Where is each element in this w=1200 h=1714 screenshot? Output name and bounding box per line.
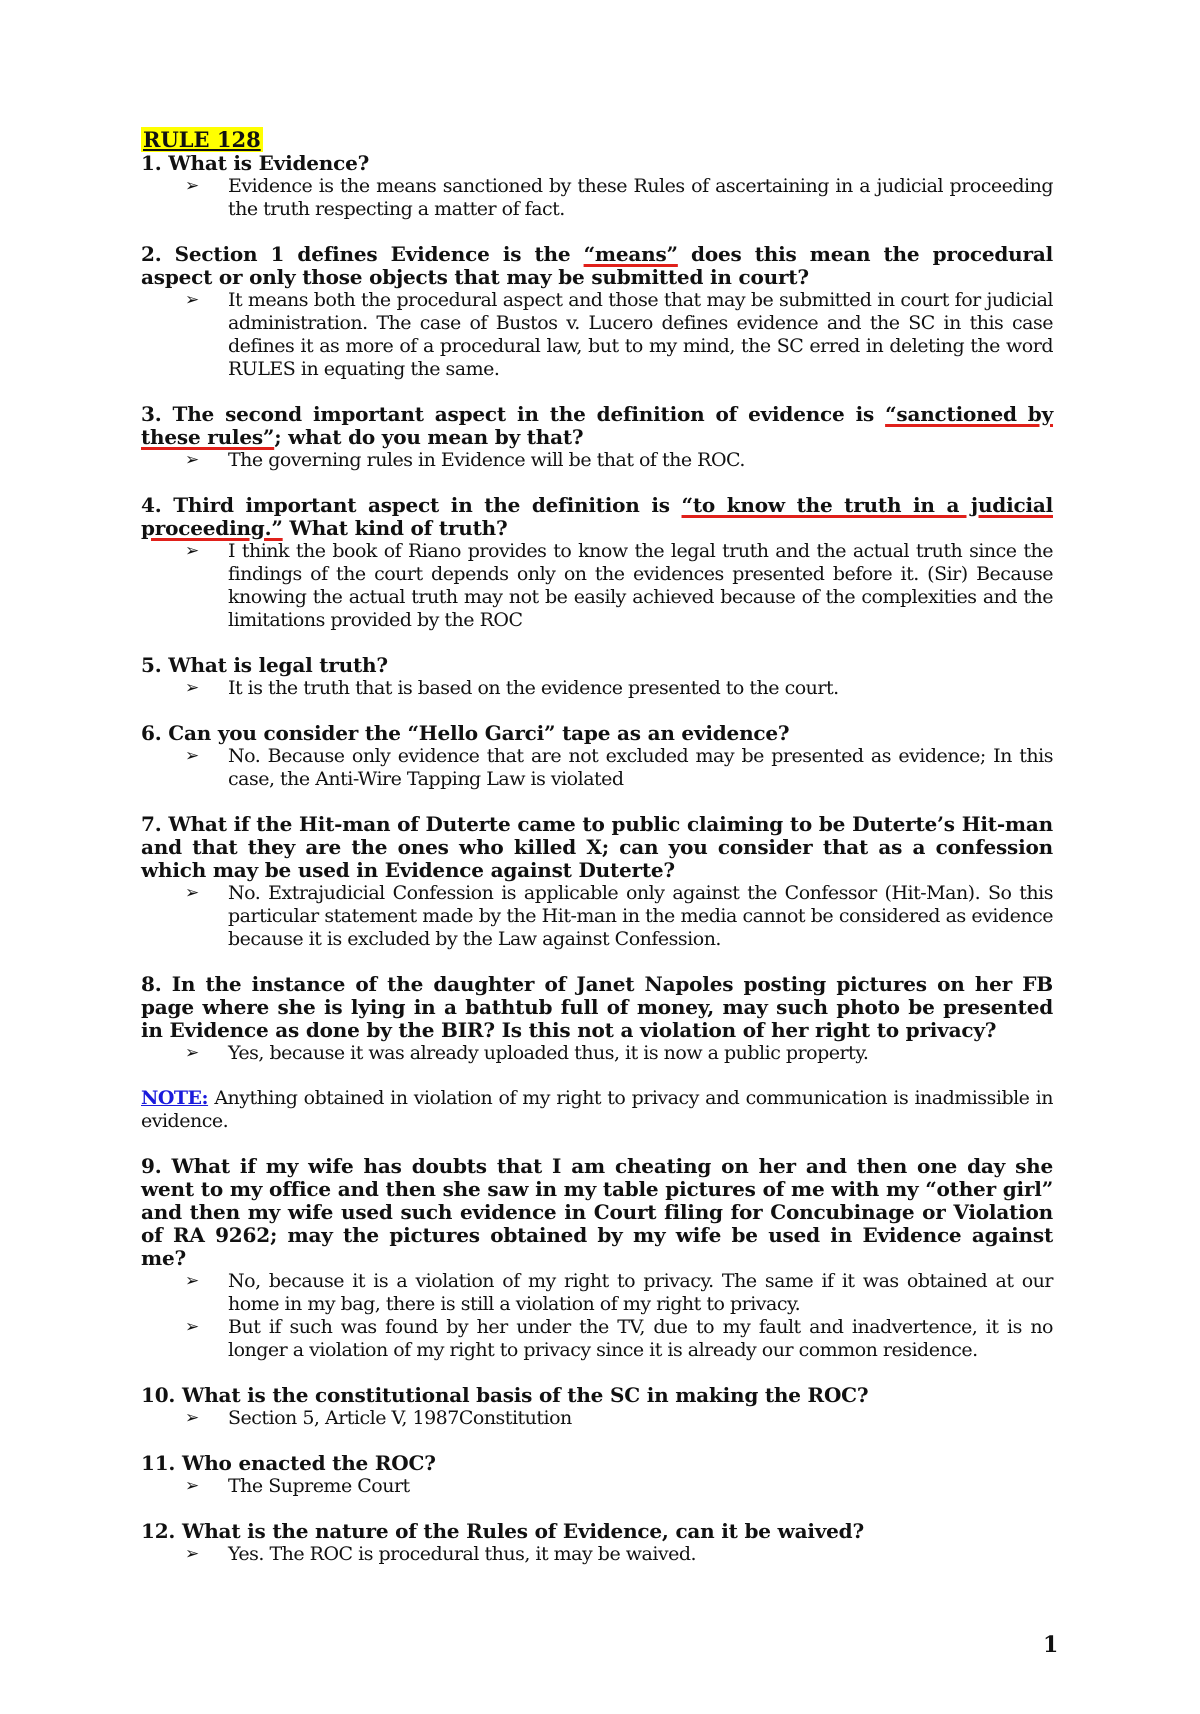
question-5: 5. What is legal truth?: [141, 653, 388, 677]
arrow-bullet-icon: ➢: [185, 290, 199, 310]
arrow-bullet-icon: ➢: [185, 678, 199, 698]
rule-title: RULE 128: [143, 127, 261, 152]
answer-list-3: [141, 449, 1053, 472]
arrow-bullet-icon: ➢: [185, 176, 199, 196]
answer-list-9: [141, 1270, 1053, 1362]
answer-item: ➢ The Supreme Court: [185, 1475, 410, 1497]
answer-item: ➢ Yes, because it was already uploaded thus, it is now a public property.: [185, 1042, 869, 1064]
question-2: 2. Section 1 defines Evidence is the “means” does this mean the procedural aspect or only those objects that may be submitted in court?: [141, 242, 1053, 289]
answer-list-2: [141, 289, 1053, 381]
question-6: 6. Can you consider the “Hello Garci” tape as an evidence?: [141, 721, 790, 745]
arrow-bullet-icon: ➢: [185, 1408, 199, 1428]
note-label: NOTE:: [141, 1087, 209, 1109]
question-10: 10. What is the constitutional basis of the SC in making the ROC?: [141, 1383, 869, 1407]
answer-list-5: [141, 677, 1053, 700]
answer-item: ➢ No, because it is a violation of my right to privacy. The same if it was obtained at our home in my bag, there is still a violation of my right to privacy.: [185, 1270, 1053, 1315]
question-11: 11. Who enacted the ROC?: [141, 1451, 436, 1475]
answer-item: ➢ Yes. The ROC is procedural thus, it may be waived.: [185, 1543, 697, 1565]
answer-list-10: [141, 1407, 1053, 1430]
question-12: 12. What is the nature of the Rules of Evidence, can it be waived?: [141, 1519, 864, 1543]
arrow-bullet-icon: ➢: [185, 746, 199, 766]
answer-item: ➢ But if such was found by her under the TV, due to my fault and inadvertence, it is no longer a violation of my right to privacy since it is already our common residence.: [185, 1316, 1053, 1361]
question-3: 3. The second important aspect in the definition of evidence is “sanctioned by these rules”; what do you mean by that?: [141, 402, 1054, 449]
red-underlined-term: “sanctioned by these rules”: [141, 402, 1054, 449]
question-1: 1. What is Evidence?: [141, 151, 370, 175]
page-number: 1: [1043, 1632, 1059, 1658]
question-8: 8. In the instance of the daughter of Janet Napoles posting pictures on her FB page where she is lying in a bathtub full of money, may such photo be presented in Evidence as done by the BIR? Is this not a violation of her right to privacy?: [141, 972, 1053, 1042]
answer-list-8: [141, 1042, 1053, 1065]
question-4: 4. Third important aspect in the definition is “to know the truth in a judicial proceeding.” What kind of truth?: [141, 493, 1053, 540]
answer-list-12: [141, 1543, 1053, 1566]
note-paragraph: NOTE: Anything obtained in violation of my right to privacy and communication is inadmissible in evidence.: [141, 1087, 1053, 1132]
answer-list-7: [141, 882, 1053, 951]
answer-item: ➢ I think the book of Riano provides to know the legal truth and the actual truth since the findings of the court depends only on the evidences presented before it. (Sir) Because knowing the actual truth may not be easily achieved because of the complexities and the limitations provided by the ROC: [185, 540, 1053, 631]
question-7: 7. What if the Hit-man of Duterte came to public claiming to be Duterte’s Hit-man and that they are the ones who killed X; can you consider that as a confession which may be used in Evidence against Duterte?: [141, 812, 1053, 882]
document-body: [141, 127, 1053, 1566]
question-9: 9. What if my wife has doubts that I am cheating on her and then one day she went to my office and then she saw in my table pictures of me with my “other girl” and then my wife used such evidence in Court filing for Concubinage or Violation of RA 9262; may the pictures obtained by my wife be used in Evidence against me?: [141, 1154, 1053, 1270]
arrow-bullet-icon: ➢: [185, 541, 199, 561]
answer-item: ➢ No. Extrajudicial Confession is applicable only against the Confessor (Hit-Man). So this particular statement made by the Hit-man in the media cannot be considered as evidence because it is excluded by the Law against Confession.: [185, 882, 1053, 950]
answer-item: ➢ It means both the procedural aspect and those that may be submitted in court for judicial administration. The case of Bustos v. Lucero defines evidence and the SC in this case defines it as more of a procedural law, but to my mind, the SC erred in deleting the word RULES in equating the same.: [185, 289, 1053, 380]
answer-item: ➢ The governing rules in Evidence will be that of the ROC.: [185, 449, 745, 471]
arrow-bullet-icon: ➢: [185, 1271, 199, 1291]
answer-list-4: [141, 540, 1053, 632]
answer-list-6: [141, 745, 1053, 791]
answer-list-11: [141, 1475, 1053, 1498]
answer-item: ➢ No. Because only evidence that are not excluded may be presented as evidence; In this case, the Anti-Wire Tapping Law is violated: [185, 745, 1053, 790]
red-underlined-term: “means”: [583, 242, 678, 266]
arrow-bullet-icon: ➢: [185, 1317, 199, 1337]
answer-item: ➢ It is the truth that is based on the evidence presented to the court.: [185, 677, 839, 699]
arrow-bullet-icon: ➢: [185, 1544, 199, 1564]
answer-list-1: [141, 175, 1053, 221]
arrow-bullet-icon: ➢: [185, 1476, 199, 1496]
arrow-bullet-icon: ➢: [185, 883, 199, 903]
arrow-bullet-icon: ➢: [185, 450, 199, 470]
answer-item: ➢ Section 5, Article V, 1987Constitution: [185, 1407, 572, 1429]
answer-item: ➢ Evidence is the means sanctioned by these Rules of ascertaining in a judicial proceeding the truth respecting a matter of fact.: [185, 175, 1053, 220]
red-underlined-term: “to know the truth in a judicial proceeding.”: [141, 493, 1053, 540]
arrow-bullet-icon: ➢: [185, 1043, 199, 1063]
